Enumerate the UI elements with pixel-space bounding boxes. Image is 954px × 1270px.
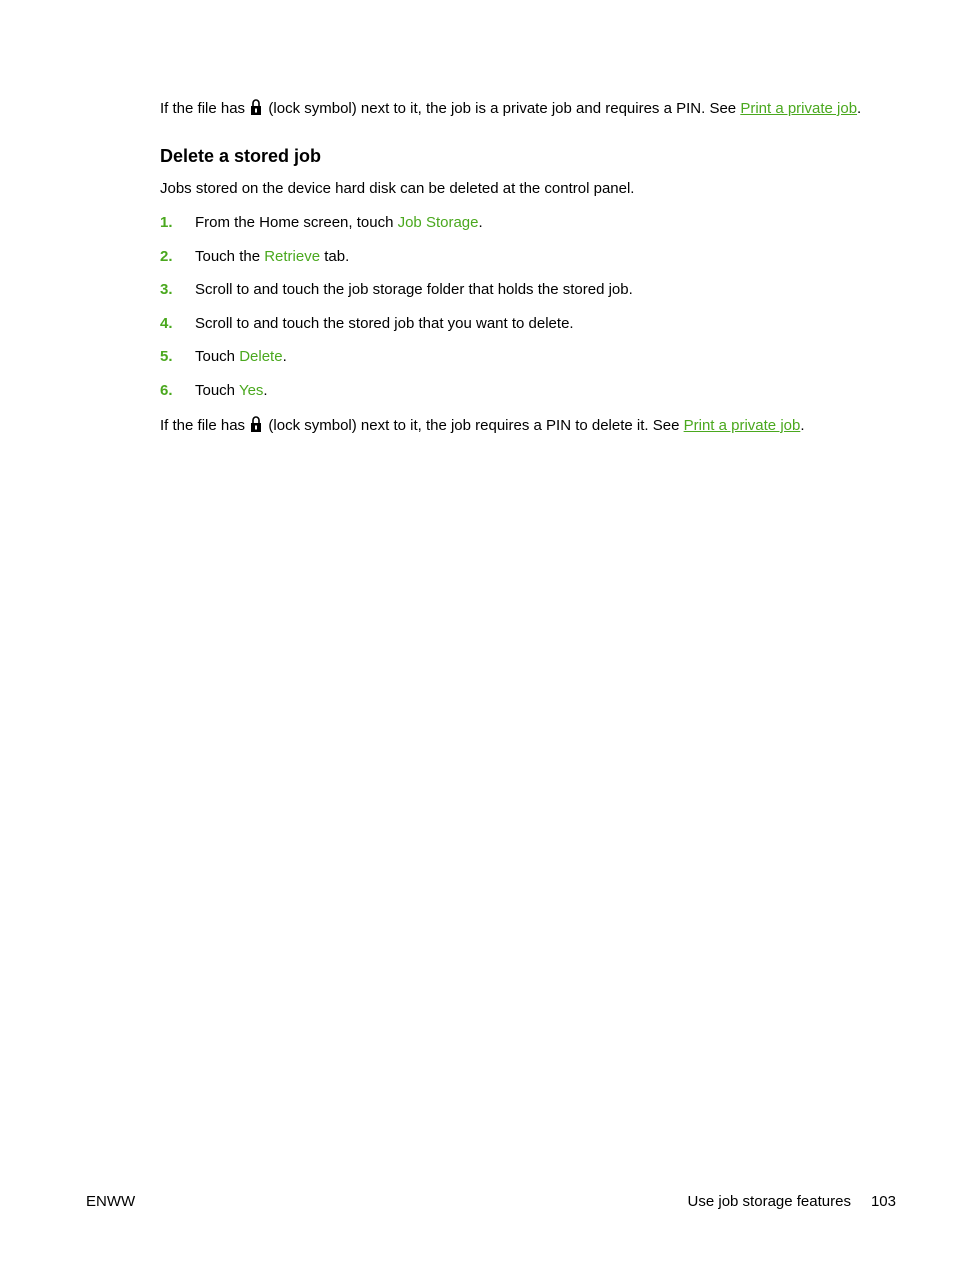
closing-middle: (lock symbol) next to it, the job requires a PIN to delete it. See [268,416,680,434]
step-item [160,347,885,367]
step-item [160,314,885,334]
steps-list [160,213,885,401]
print-private-job-link[interactable]: Print a private job [683,416,801,434]
step-number: 4. [160,314,173,332]
step-text-end: tab. [320,247,350,265]
step-item [160,213,885,233]
step-number: 2. [160,247,173,265]
ui-term-yes: Yes [238,381,264,399]
step-item [160,247,885,267]
intro-middle: (lock symbol) next to it, the job is a private job and requires a PIN. See [268,100,737,117]
page-content [160,98,885,439]
step-text: From the Home screen, touch [195,214,398,231]
step-text: Touch the [195,247,265,265]
step-text: Scroll to and touch the stored job that you want to delete. [195,314,574,332]
intro-prefix: If the file has [160,100,246,117]
closing-prefix: If the file has [160,416,246,434]
step-text-end: . [478,214,483,231]
step-item [160,381,885,401]
page-number: 103 [870,1193,896,1210]
step-text: Scroll to and touch the job storage folder that holds the stored job. [195,281,633,299]
footer-right [688,1192,896,1212]
intro-paragraph [160,98,880,122]
lock-icon [250,415,262,439]
step-text: Touch [195,381,239,399]
closing-suffix: . [800,416,805,434]
closing-paragraph [160,415,885,439]
ui-term-job-storage: Job Storage [397,214,479,231]
footer-locale: ENWW [86,1193,136,1210]
print-private-job-link[interactable]: Print a private job [740,100,858,117]
step-text-end: . [282,348,287,366]
step-number: 5. [160,348,173,366]
step-number: 3. [160,281,173,299]
step-text: Touch [195,348,240,366]
ui-term-retrieve: Retrieve [264,247,321,265]
intro-suffix: . [857,100,862,117]
ui-term-delete: Delete [239,348,283,366]
step-text-end: . [263,381,268,399]
section-lead: Jobs stored on the device hard disk can be deleted at the control panel. [160,180,635,197]
step-number: 6. [160,381,173,399]
lock-icon [250,98,262,122]
step-item [160,280,885,300]
step-number: 1. [160,214,173,231]
footer-section-title: Use job storage features [687,1193,851,1210]
section-heading: Delete a stored job [160,146,322,166]
